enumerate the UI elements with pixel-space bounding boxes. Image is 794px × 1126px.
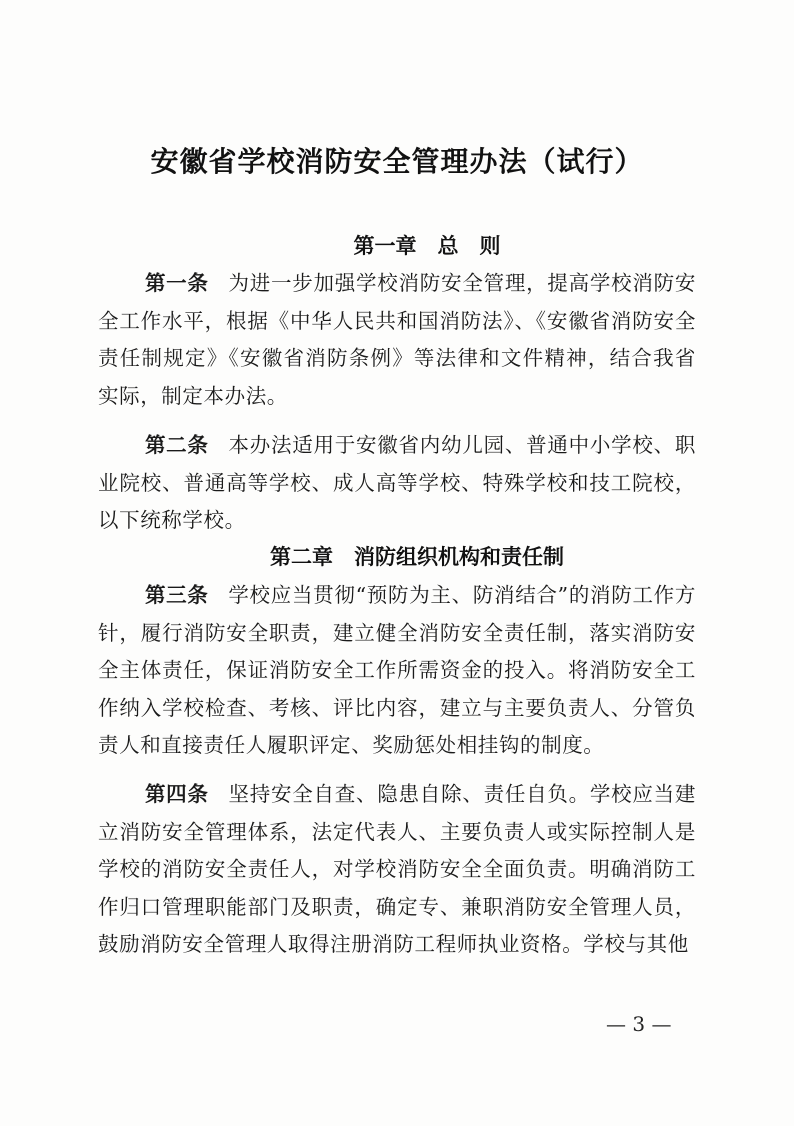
chapter-heading-1: 第一章 总 则: [353, 234, 501, 258]
article-text: 坚持安全自查、隐患自除、责任自负。学校应当建立消防安全管理体系，法定代表人、主要负责人或实际控制人是学校的消防安全责任人，对学校消防安全全面负责。明确消防工作归口管理职能部门及职责，确定专、兼职消防安全管理人员，鼓励消防安全管理人取得注册消防工程师执业资格。学校与其他: [98, 782, 697, 956]
page-number: — 3 —: [606, 1012, 672, 1036]
article-1: [98, 265, 696, 415]
article-number: 第二条: [145, 433, 209, 457]
article-number: 第四条: [145, 782, 209, 806]
article-4: [98, 776, 696, 964]
chapter-heading-2: 第二章 消防组织机构和责任制: [270, 545, 564, 569]
article-text: 本办法适用于安徽省内幼儿园、普通中小学校、职业院校、普通高等学校、成人高等学校、特殊学校和技工院校，以下统称学校。: [98, 433, 697, 532]
article-2: [98, 427, 696, 540]
article-text: 为进一步加强学校消防安全管理，提高学校消防安全工作水平，根据《中华人民共和国消防法》、《安徽省消防安全责任制规定》《安徽省消防条例》等法律和文件精神，结合我省实际，制定本办法。: [98, 271, 697, 408]
document-title: 安徽省学校消防安全管理办法（试行）: [150, 145, 644, 178]
article-text: 学校应当贯彻“预防为主、防消结合”的消防工作方针，履行消防安全职责，建立健全消防安全责任制，落实消防安全主体责任，保证消防安全工作所需资金的投入。将消防安全工作纳入学校检查、考核、评比内容，建立与主要负责人、分管负责人和直接责任人履职评定、奖励惩处相挂钩的制度。: [98, 583, 696, 757]
article-number: 第三条: [145, 583, 209, 607]
article-number: 第一条: [145, 271, 209, 295]
article-3: [98, 577, 696, 765]
